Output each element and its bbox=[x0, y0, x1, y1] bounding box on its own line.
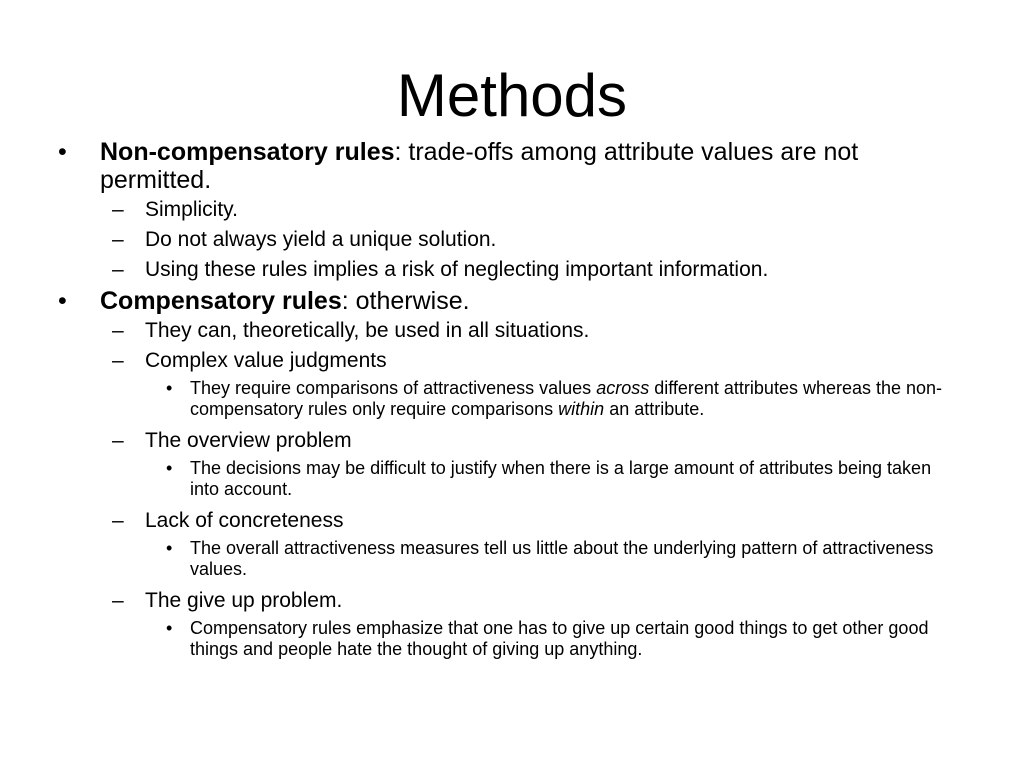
sub-item bbox=[0, 508, 1024, 534]
detail-item bbox=[0, 618, 1024, 660]
small-bullet-icon: • bbox=[166, 538, 173, 558]
detail-text: Compensatory rules emphasize that one has to give up certain good things to get other good things and people hate the thought of giving up anything. bbox=[190, 618, 929, 659]
sub-item bbox=[0, 227, 1024, 253]
slide-title: Methods bbox=[396, 62, 628, 129]
bullet-icon: • bbox=[58, 138, 67, 166]
sub-item bbox=[0, 318, 1024, 344]
sub-item bbox=[0, 197, 1024, 223]
sub-item-text: They can, theoretically, be used in all situations. bbox=[145, 319, 590, 342]
detail-text-part: an attribute. bbox=[604, 399, 705, 419]
small-bullet-icon: • bbox=[166, 378, 173, 398]
dash-icon: – bbox=[112, 429, 124, 452]
detail-text: The decisions may be difficult to justify when there is a large amount of attributes being taken into account. bbox=[190, 458, 932, 499]
sub-item bbox=[0, 348, 1024, 374]
sub-item bbox=[0, 257, 1024, 283]
dash-icon: – bbox=[112, 198, 124, 221]
bullet-compensatory bbox=[0, 287, 1024, 315]
detail-text: The overall attractiveness measures tell us little about the underlying pattern of attractiveness values. bbox=[190, 538, 934, 579]
detail-item bbox=[0, 378, 1024, 420]
sub-item bbox=[0, 588, 1024, 614]
detail-item bbox=[0, 458, 1024, 500]
slide-body bbox=[0, 138, 1024, 668]
sub-item-text: Simplicity. bbox=[145, 198, 238, 221]
detail-item bbox=[0, 538, 1024, 580]
definition-non-compensatory: : trade-offs among attribute values are not permitted. bbox=[100, 138, 859, 194]
dash-icon: – bbox=[112, 589, 124, 612]
sub-item-text: Do not always yield a unique solution. bbox=[145, 228, 497, 251]
dash-icon: – bbox=[112, 228, 124, 251]
dash-icon: – bbox=[112, 509, 124, 532]
bullet-non-compensatory bbox=[0, 138, 1024, 194]
dash-icon: – bbox=[112, 349, 124, 372]
term-non-compensatory: Non-compensatory rules bbox=[100, 138, 395, 166]
sub-item bbox=[0, 428, 1024, 454]
sub-item-text: The overview problem bbox=[145, 429, 352, 452]
small-bullet-icon: • bbox=[166, 458, 173, 478]
small-bullet-icon: • bbox=[166, 618, 173, 638]
sub-item-text: Using these rules implies a risk of neglecting important information. bbox=[145, 258, 769, 281]
bullet-icon: • bbox=[58, 287, 67, 315]
dash-icon: – bbox=[112, 258, 124, 281]
detail-text-part: They require comparisons of attractiveness values bbox=[190, 378, 597, 398]
emphasis-across: across bbox=[596, 378, 650, 398]
emphasis-within: within bbox=[558, 399, 605, 419]
sub-item-text: The give up problem. bbox=[145, 589, 343, 612]
term-compensatory: Compensatory rules bbox=[100, 287, 342, 315]
sub-item-text: Complex value judgments bbox=[145, 349, 387, 372]
dash-icon: – bbox=[112, 319, 124, 342]
detail-text-part: different attributes whereas the non-compensatory rules only require comparisons bbox=[190, 378, 943, 419]
sub-item-text: Lack of concreteness bbox=[145, 509, 344, 532]
definition-compensatory: : otherwise. bbox=[341, 287, 470, 315]
